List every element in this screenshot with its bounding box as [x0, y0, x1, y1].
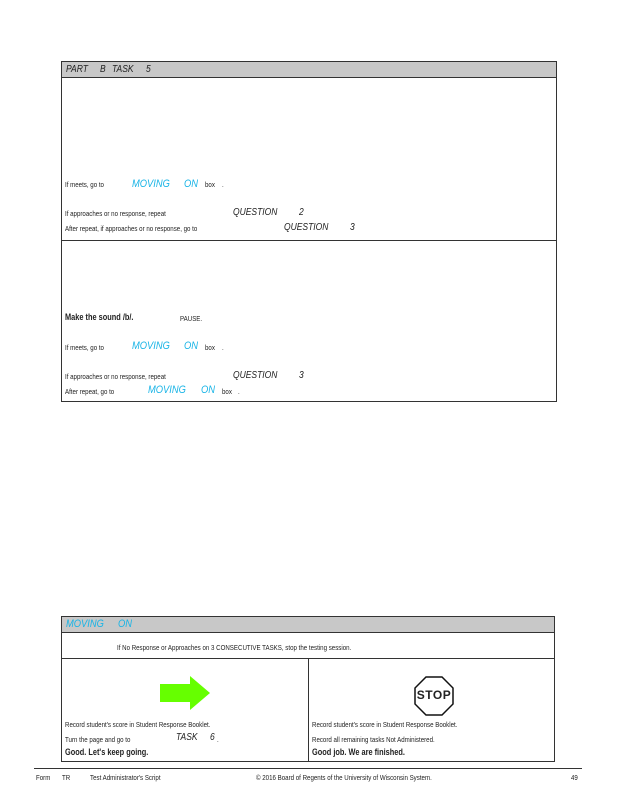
question-num-1b: 3	[350, 222, 355, 233]
footer-script: Test Administrator's Script	[90, 773, 161, 782]
question-label-2: QUESTION	[233, 370, 278, 381]
task-number: 5	[146, 64, 151, 75]
moving-label-1: MOVING	[132, 178, 170, 190]
moving-on-title-moving: MOVING	[66, 618, 104, 630]
moving-label-3: MOVING	[148, 384, 186, 396]
question-num-1: 2	[299, 207, 304, 218]
left-record-text: Record student's score in Student Response Booklet.	[65, 720, 211, 729]
arrow-right-icon	[160, 676, 210, 710]
next-task-number: 6	[210, 732, 215, 743]
next-task-label: TASK	[176, 732, 198, 743]
part-letter: B	[100, 64, 106, 75]
footer-copyright: © 2016 Board of Regents of the University of Wisconsin System.	[256, 773, 432, 782]
box-label-1: box	[205, 180, 215, 189]
moving-label-2: MOVING	[132, 340, 170, 352]
approaches-text-1: If approaches or no response, repeat	[65, 209, 166, 218]
question-label-1: QUESTION	[233, 207, 278, 218]
on-label-1: ON	[184, 178, 199, 190]
approaches-text-2: If approaches or no response, repeat	[65, 372, 166, 381]
dot-1: .	[222, 180, 224, 189]
after-repeat-text-2: After repeat, go to	[65, 387, 115, 396]
right-record-text: Record student's score in Student Response Booklet.	[312, 720, 458, 729]
dot-3: .	[238, 387, 240, 396]
moving-on-column-divider	[308, 658, 309, 762]
on-label-2: ON	[184, 340, 199, 352]
box-label-2: box	[205, 343, 215, 352]
task-header	[61, 61, 557, 78]
stop-sign-text: STOP	[416, 688, 452, 702]
make-sound-text: Make the sound /b/.	[65, 312, 134, 322]
meets-text-2: If meets, go to	[65, 343, 104, 352]
stop-instruction: If No Response or Approaches on 3 CONSECUTIVE TASKS, stop the testing session.	[117, 643, 352, 652]
task-label: TASK	[112, 64, 134, 75]
question-label-1b: QUESTION	[284, 222, 329, 233]
footer-form: Form	[36, 773, 51, 782]
pause-text: PAUSE.	[180, 314, 203, 323]
footer-page-number: 49	[571, 773, 578, 782]
turn-page-text: Turn the page and go to	[65, 735, 131, 744]
meets-text-1: If meets, go to	[65, 180, 104, 189]
finished-text: Good job. We are finished.	[312, 747, 405, 757]
footer-rule	[34, 768, 582, 769]
on-label-3: ON	[201, 384, 216, 396]
moving-on-title-on: ON	[118, 618, 133, 630]
box-label-3: box	[222, 387, 232, 396]
dot-2: .	[222, 343, 224, 352]
moving-on-header	[61, 616, 555, 633]
record-remaining-text: Record all remaining tasks Not Administered.	[312, 735, 435, 744]
keep-going-text: Good. Let's keep going.	[65, 747, 149, 757]
part-label: PART	[66, 64, 88, 75]
question-num-2: 3	[299, 370, 304, 381]
footer-form-code: TR	[62, 773, 71, 782]
section-divider	[61, 240, 557, 241]
after-repeat-text-1: After repeat, if approaches or no response, go to	[65, 224, 198, 233]
next-task-dot: .	[217, 735, 219, 744]
